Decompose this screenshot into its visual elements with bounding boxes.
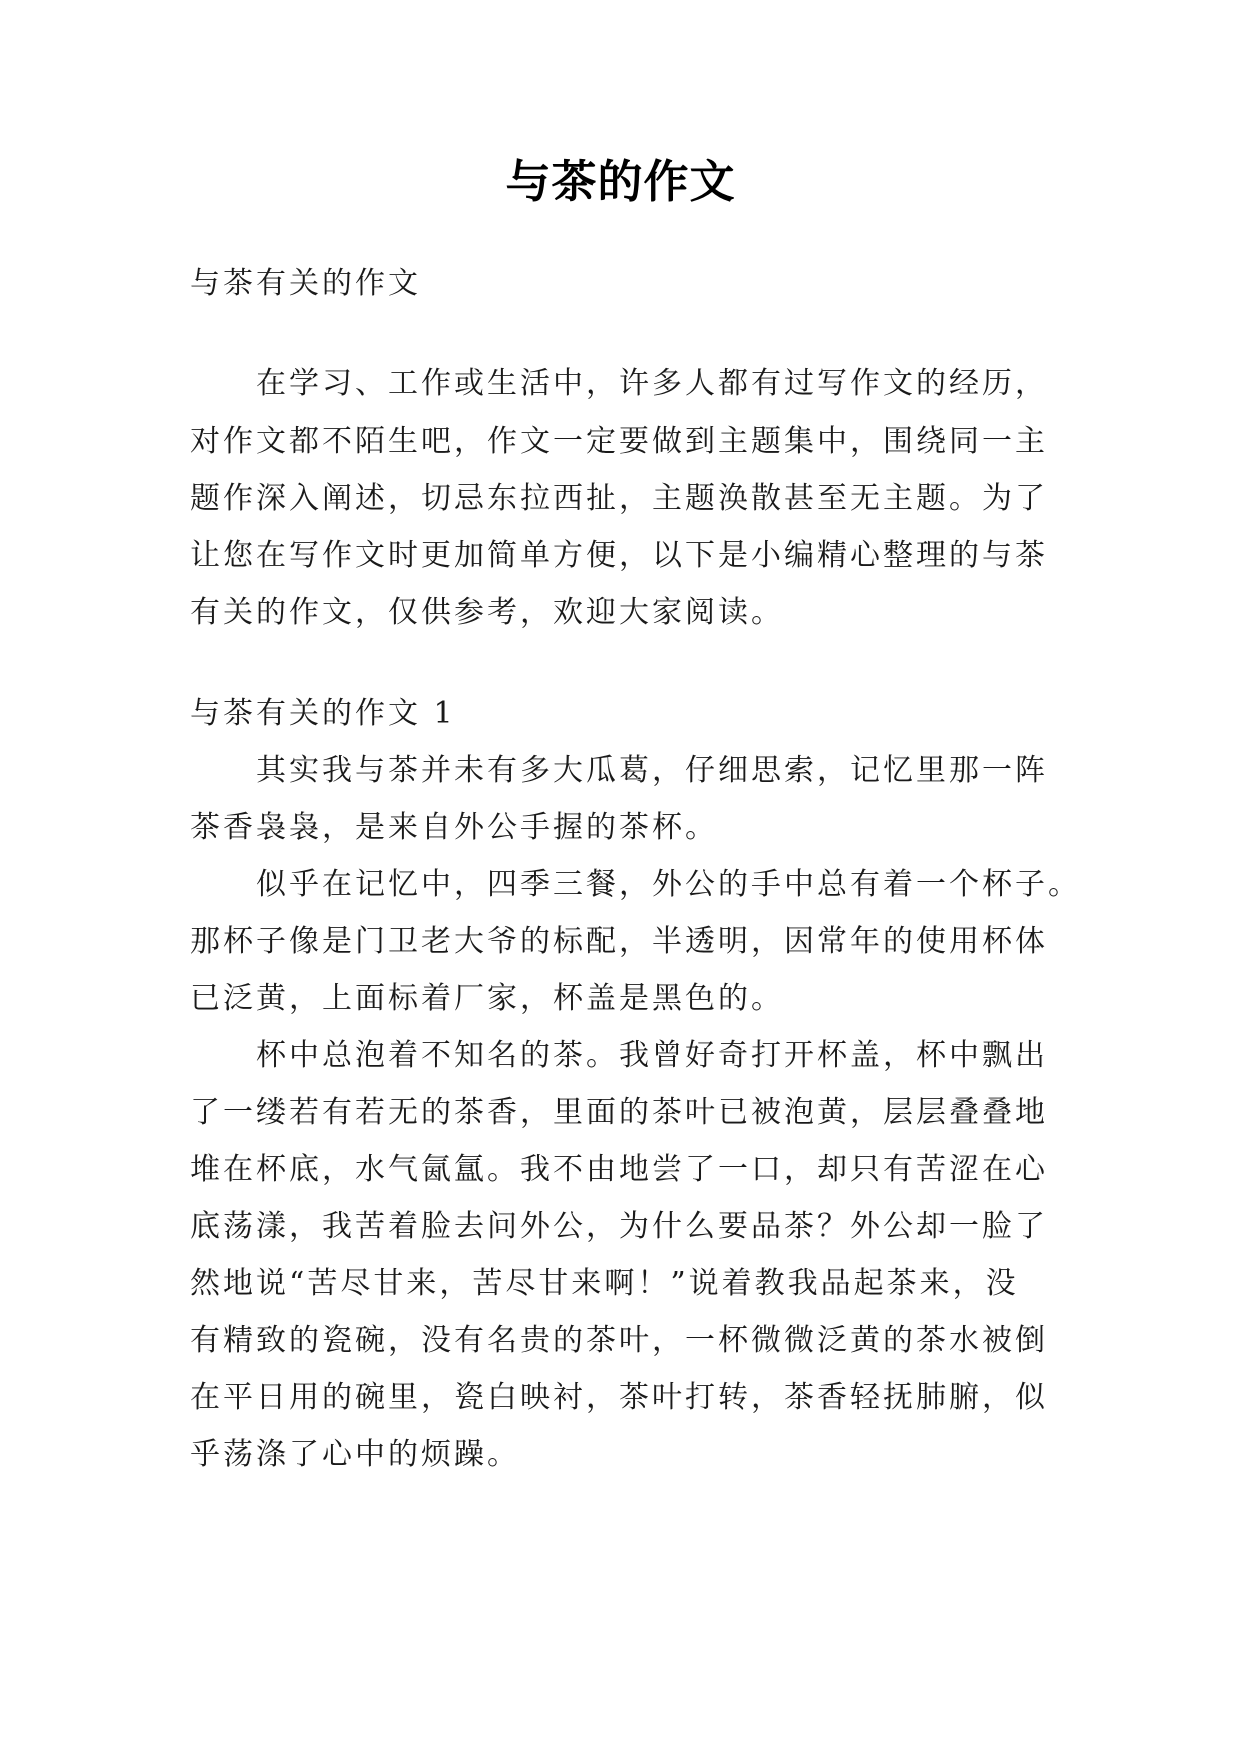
body-line-11: 有精致的瓷碗，没有名贵的茶叶，一杯微微泛黄的茶水被倒: [190, 1323, 1048, 1358]
intro-line-2: 对作文都不陌生吧，作文一定要做到主题集中，围绕同一主: [190, 424, 1048, 459]
subtitle: 与茶有关的作文: [190, 266, 421, 301]
body-line-10: 然地说“苦尽甘来，苦尽甘来啊！”说着教我品起茶来，没: [190, 1266, 1019, 1301]
section-heading: 与茶有关的作文 1: [190, 696, 456, 731]
intro-line-4: 让您在写作文时更加简单方便，以下是小编精心整理的与茶: [190, 538, 1048, 573]
body-line-7: 了一缕若有若无的茶香，里面的茶叶已被泡黄，层层叠叠地: [190, 1095, 1048, 1130]
body-line-4: 那杯子像是门卫老大爷的标配，半透明，因常年的使用杯体: [190, 924, 1048, 959]
body-line-12: 在平日用的碗里，瓷白映衬，茶叶打转，茶香轻抚肺腑，似: [190, 1380, 1048, 1415]
document-title: 与茶的作文: [505, 155, 736, 208]
body-line-3: 似乎在记忆中，四季三餐，外公的手中总有着一个杯子。: [256, 867, 1081, 902]
body-line-2: 茶香袅袅，是来自外公手握的茶杯。: [190, 810, 718, 845]
body-line-5: 已泛黄，上面标着厂家，杯盖是黑色的。: [190, 981, 784, 1016]
body-line-6: 杯中总泡着不知名的茶。我曾好奇打开杯盖，杯中飘出: [256, 1038, 1048, 1073]
body-line-8: 堆在杯底，水气氤氲。我不由地尝了一口，却只有苦涩在心: [190, 1152, 1048, 1187]
body-line-1: 其实我与茶并未有多大瓜葛，仔细思索，记忆里那一阵: [256, 753, 1048, 788]
intro-line-5: 有关的作文，仅供参考，欢迎大家阅读。: [190, 595, 784, 630]
intro-line-1: 在学习、工作或生活中，许多人都有过写作文的经历，: [256, 366, 1048, 401]
intro-line-3: 题作深入阐述，切忌东拉西扯，主题涣散甚至无主题。为了: [190, 481, 1048, 516]
body-line-9: 底荡漾，我苦着脸去问外公，为什么要品茶？外公却一脸了: [190, 1209, 1048, 1244]
body-line-13: 乎荡涤了心中的烦躁。: [190, 1437, 520, 1472]
